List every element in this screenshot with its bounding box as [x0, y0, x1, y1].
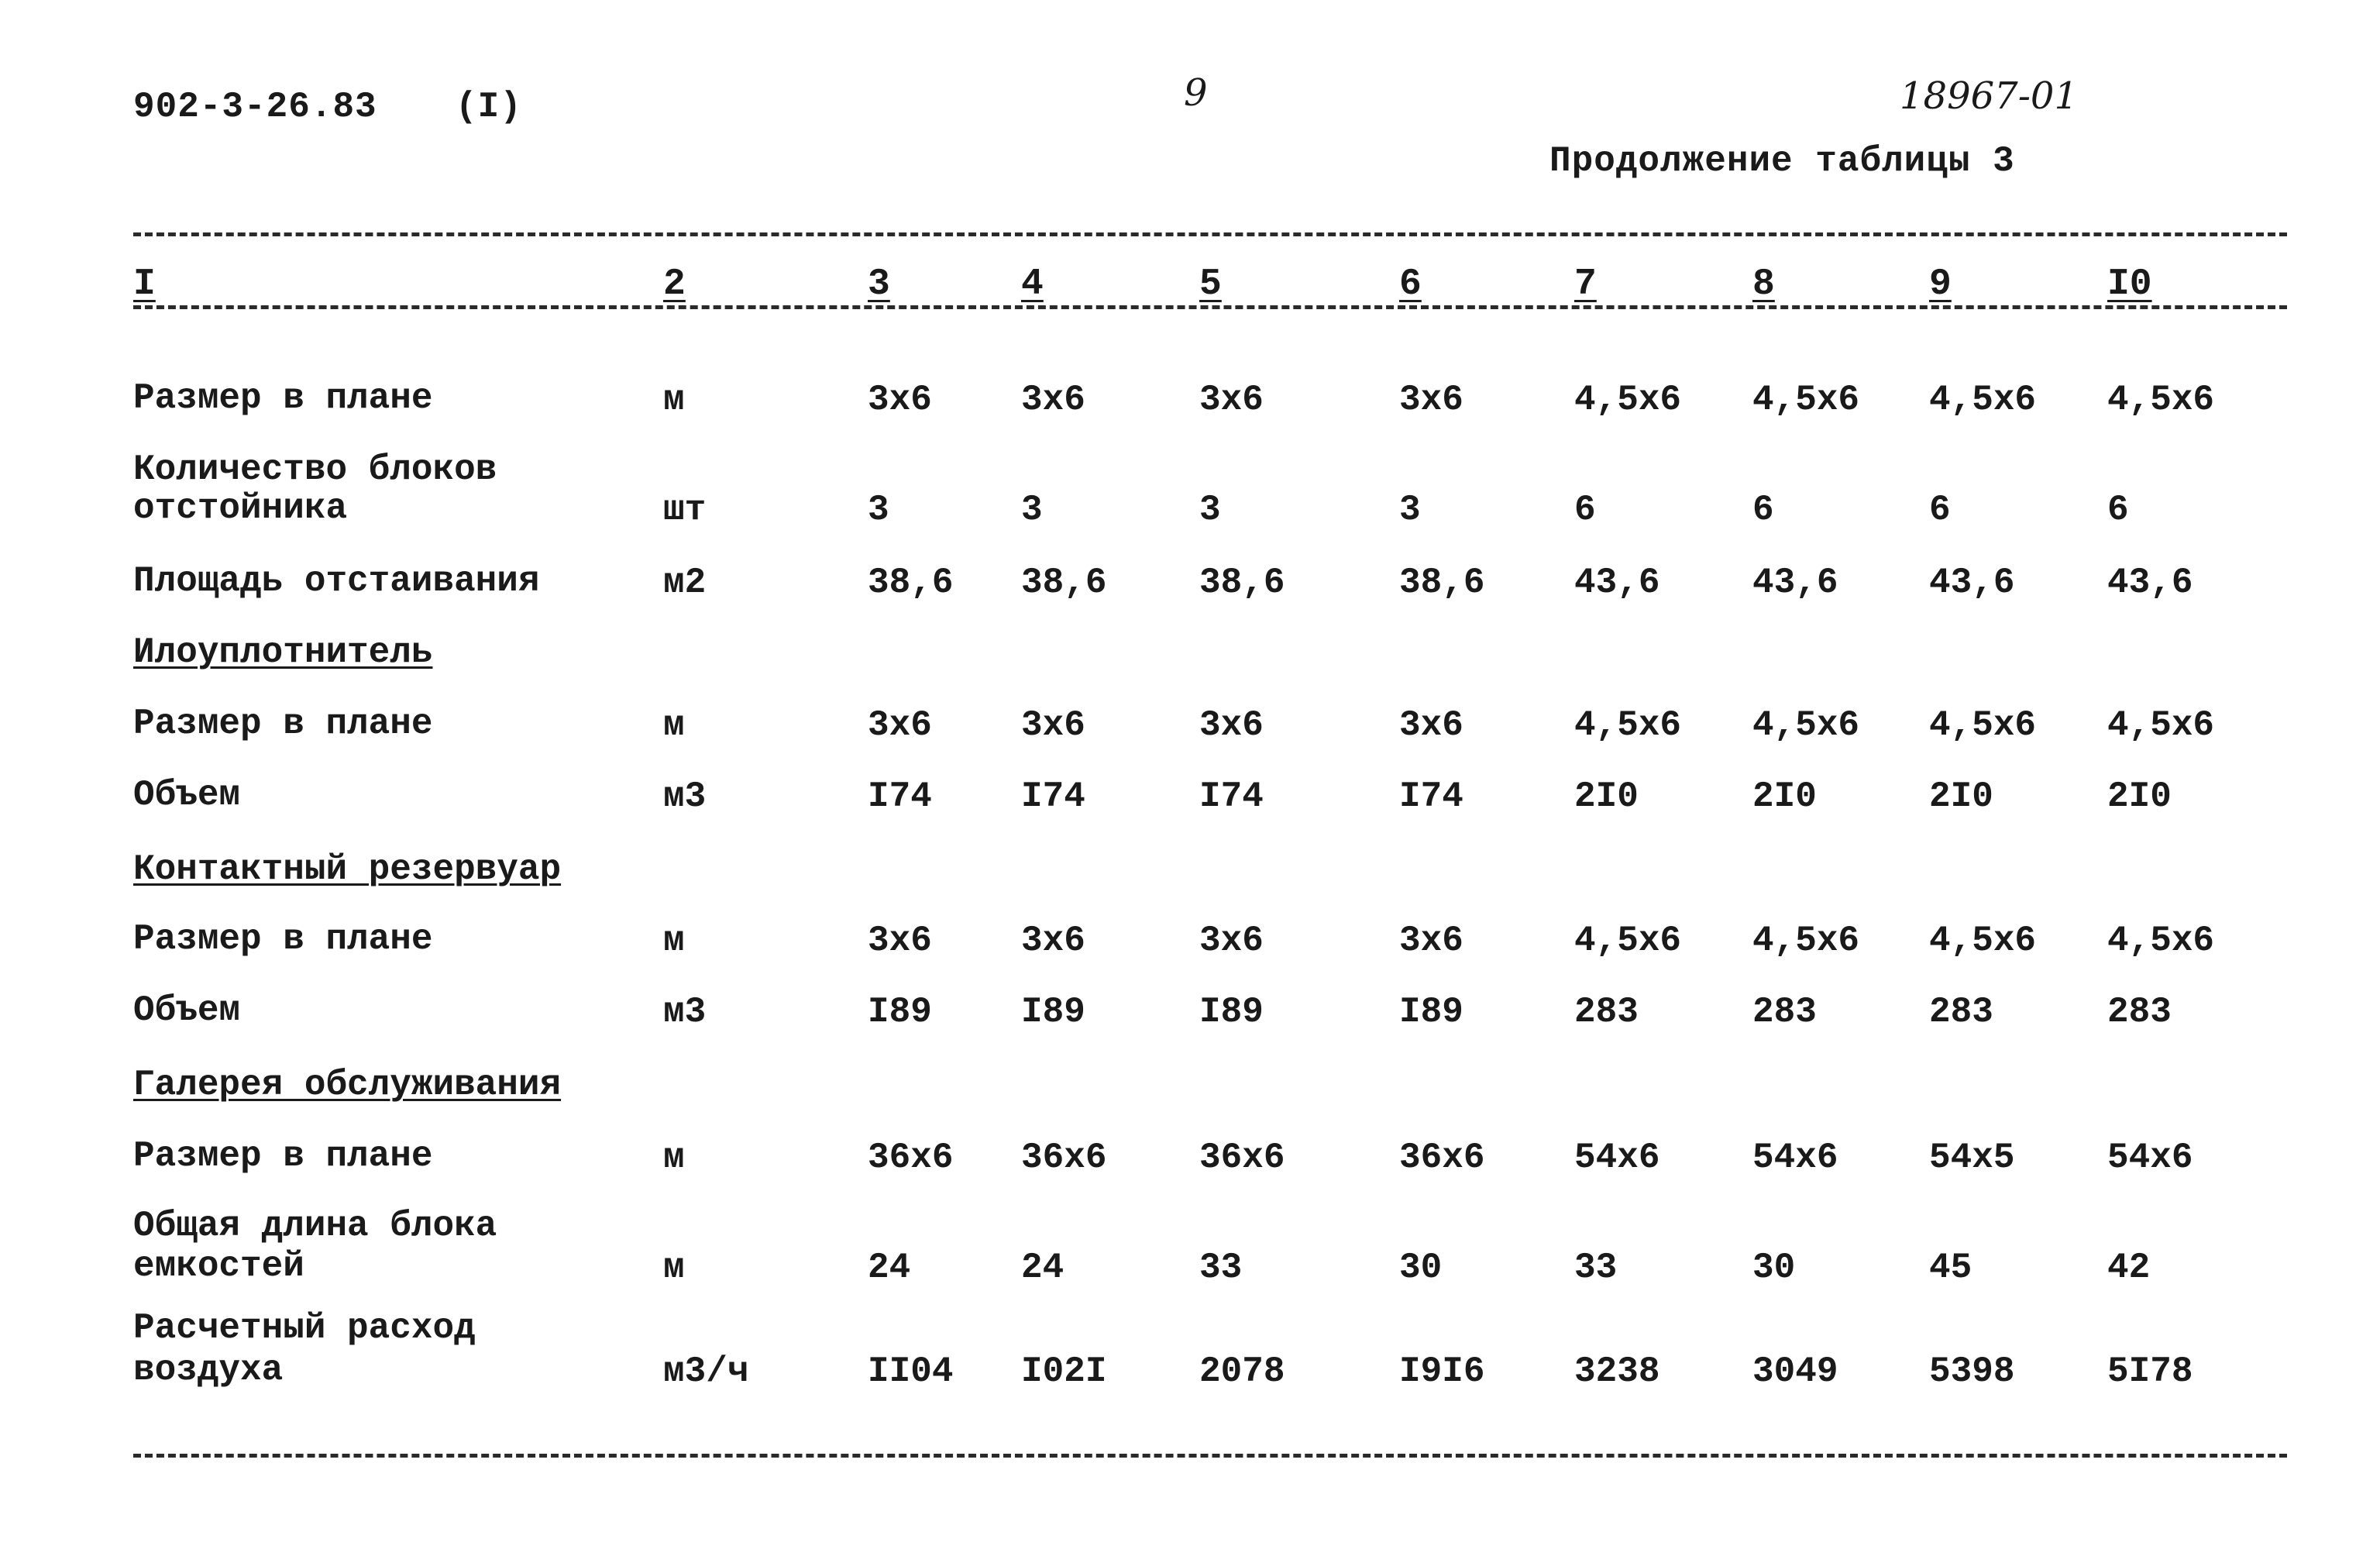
table-cell: 4,5x6: [1574, 705, 1682, 745]
column-number: I: [133, 263, 156, 305]
row-unit: м3: [663, 776, 707, 817]
table-cell: 43,6: [2107, 563, 2193, 603]
column-number: 8: [1752, 263, 1775, 305]
table-cell: 3x6: [1021, 921, 1085, 961]
table-cell: 54x6: [2107, 1138, 2193, 1178]
document-part: (I): [456, 87, 522, 127]
table-cell: 36x6: [1399, 1138, 1485, 1178]
table-cell: 30: [1399, 1248, 1443, 1288]
row-unit: м3: [663, 992, 707, 1032]
table-cell: 3x6: [1021, 380, 1085, 420]
table-cell: 3: [1021, 490, 1043, 530]
section-heading: Илоуплотнитель: [133, 632, 433, 673]
table-cell: 283: [2107, 992, 2172, 1032]
table-cell: I74: [1399, 776, 1463, 817]
table-cell: 4,5x6: [1752, 705, 1860, 745]
table-cell: 4,5x6: [2107, 921, 2215, 961]
table-cell: I74: [1199, 776, 1264, 817]
row-label: Размер в плане: [133, 378, 433, 418]
table-cell: 3x6: [1199, 380, 1264, 420]
row-unit: м: [663, 1248, 685, 1288]
table-cell: 3x6: [1021, 705, 1085, 745]
table-cell: 24: [1021, 1248, 1064, 1288]
row-unit: м: [663, 921, 685, 961]
top-rule: [133, 232, 2287, 236]
table-cell: 42: [2107, 1248, 2151, 1288]
table-cell: I89: [868, 992, 932, 1032]
handwritten-reference: 18967-01: [1900, 74, 2078, 118]
table-cell: 3049: [1752, 1351, 1838, 1392]
table-cell: 36x6: [1021, 1138, 1107, 1178]
table-cell: 5398: [1929, 1351, 2015, 1392]
column-number: 4: [1021, 263, 1044, 305]
column-number: 2: [663, 263, 686, 305]
table-cell: I02I: [1021, 1351, 1107, 1392]
row-unit: шт: [663, 490, 707, 530]
table-cell: 3: [1399, 490, 1421, 530]
table-cell: 43,6: [1929, 563, 2015, 603]
table-cell: 6: [1752, 490, 1774, 530]
table-cell: 3x6: [1199, 921, 1264, 961]
table-cell: 54x5: [1929, 1138, 2015, 1178]
section-heading: Контактный резервуар: [133, 849, 562, 890]
column-number: 6: [1399, 263, 1422, 305]
table-cell: 36x6: [1199, 1138, 1285, 1178]
row-label: отстойника: [133, 488, 348, 528]
table-cell: 54x6: [1574, 1138, 1660, 1178]
table-cell: 6: [1574, 490, 1596, 530]
table-cell: 43,6: [1574, 563, 1660, 603]
table-cell: 3x6: [1399, 921, 1463, 961]
table-cell: 4,5x6: [1574, 380, 1682, 420]
column-number: I0: [2107, 263, 2152, 305]
table-cell: 2I0: [1574, 776, 1639, 817]
table-cell: 4,5x6: [1752, 921, 1860, 961]
table-cell: 3x6: [1399, 380, 1463, 420]
table-cell: 24: [868, 1248, 911, 1288]
row-label: Общая длина блока: [133, 1206, 497, 1246]
table-cell: 2I0: [1752, 776, 1817, 817]
row-unit: м3/ч: [663, 1351, 749, 1392]
table-cell: 43,6: [1752, 563, 1838, 603]
table-cell: 30: [1752, 1248, 1796, 1288]
column-number: 3: [868, 263, 890, 305]
table-cell: 3x6: [1399, 705, 1463, 745]
table-cell: 4,5x6: [2107, 705, 2215, 745]
table-cell: 38,6: [1199, 563, 1285, 603]
table-cell: 3: [1199, 490, 1221, 530]
page-number: 9: [1184, 71, 1208, 115]
row-label: воздуха: [133, 1350, 284, 1390]
table-cell: 4,5x6: [1929, 380, 2037, 420]
table-cell: 33: [1199, 1248, 1243, 1288]
table-cell: 2I0: [1929, 776, 1993, 817]
table-cell: 283: [1574, 992, 1639, 1032]
table-cell: 38,6: [1399, 563, 1485, 603]
table-cell: I89: [1399, 992, 1463, 1032]
row-label: Размер в плане: [133, 704, 433, 744]
table-cell: 4,5x6: [1574, 921, 1682, 961]
table-cell: 2I0: [2107, 776, 2172, 817]
table-cell: 2078: [1199, 1351, 1285, 1392]
row-label: Количество блоков: [133, 449, 497, 490]
row-label: Размер в плане: [133, 1136, 433, 1176]
table-cell: 6: [2107, 490, 2129, 530]
row-unit: м: [663, 705, 685, 745]
table-cell: I89: [1199, 992, 1264, 1032]
row-unit: м: [663, 1138, 685, 1178]
row-unit: м2: [663, 563, 707, 603]
table-cell: 3: [868, 490, 889, 530]
row-unit: м: [663, 380, 685, 420]
table-cell: II04: [868, 1351, 954, 1392]
section-heading: Галерея обслуживания: [133, 1065, 562, 1105]
table-cell: I89: [1021, 992, 1085, 1032]
table-cell: 54x6: [1752, 1138, 1838, 1178]
table-cell: 36x6: [868, 1138, 954, 1178]
table-cell: 38,6: [868, 563, 954, 603]
table-cell: 283: [1752, 992, 1817, 1032]
table-cell: 45: [1929, 1248, 1972, 1288]
table-caption: Продолжение таблицы 3: [1549, 141, 2015, 181]
bottom-rule: [133, 1454, 2287, 1458]
table-cell: I74: [1021, 776, 1085, 817]
row-label: Объем: [133, 775, 241, 815]
row-label: Площадь отстаивания: [133, 561, 540, 601]
row-label: Расчетный расход: [133, 1308, 476, 1348]
table-cell: 283: [1929, 992, 1993, 1032]
table-cell: 3x6: [868, 380, 932, 420]
table-cell: 38,6: [1021, 563, 1107, 603]
table-cell: 3x6: [868, 921, 932, 961]
table-cell: I9I6: [1399, 1351, 1485, 1392]
table-cell: 4,5x6: [1752, 380, 1860, 420]
column-number-rule: [133, 305, 2287, 309]
table-cell: 3x6: [868, 705, 932, 745]
row-label: Размер в плане: [133, 919, 433, 959]
table-cell: 33: [1574, 1248, 1618, 1288]
table-cell: 6: [1929, 490, 1951, 530]
table-cell: 3238: [1574, 1351, 1660, 1392]
column-number: 9: [1929, 263, 1952, 305]
table-cell: 4,5x6: [1929, 705, 2037, 745]
table-cell: 5I78: [2107, 1351, 2193, 1392]
document-code: 902-3-26.83: [133, 87, 377, 127]
table-cell: I74: [868, 776, 932, 817]
row-label: Объем: [133, 990, 241, 1031]
row-label: емкостей: [133, 1246, 304, 1286]
table-cell: 4,5x6: [2107, 380, 2215, 420]
column-number: 7: [1574, 263, 1597, 305]
column-number: 5: [1199, 263, 1222, 305]
table-cell: 4,5x6: [1929, 921, 2037, 961]
table-cell: 3x6: [1199, 705, 1264, 745]
